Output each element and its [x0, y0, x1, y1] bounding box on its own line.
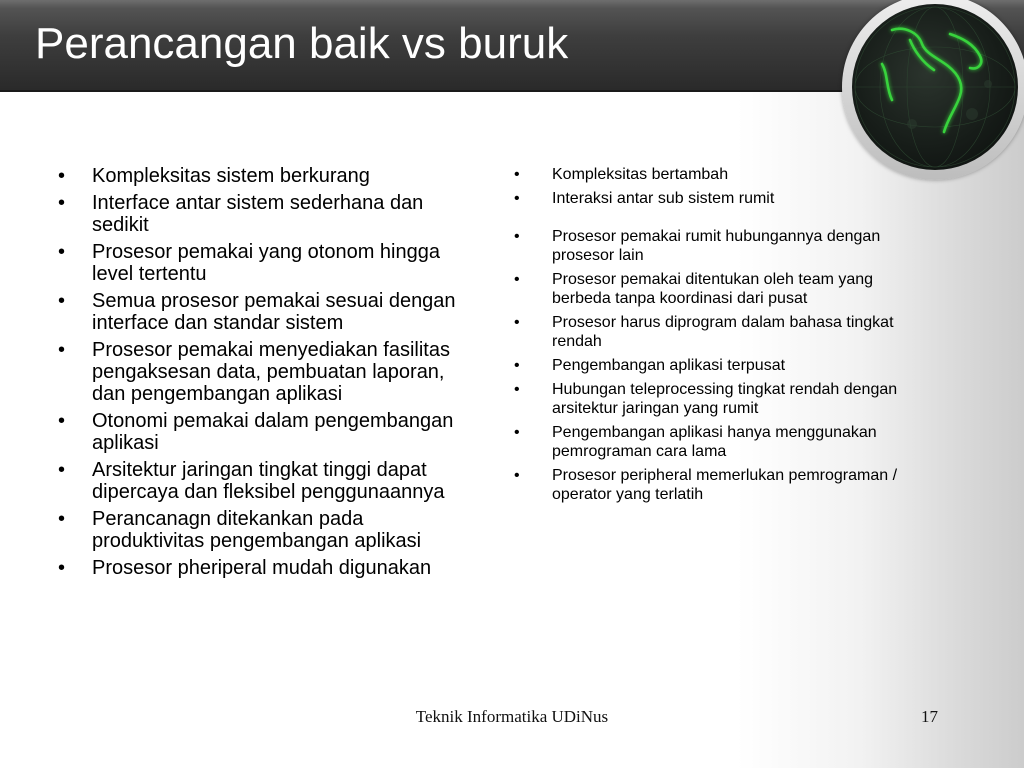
right-list-item: • Hubungan teleprocessing tingkat rendah dengan arsitektur jaringan yang rumit — [514, 380, 934, 418]
globe-ring — [842, 0, 1024, 180]
right-list-item: • Prosesor harus diprogram dalam bahasa tingkat rendah — [514, 313, 934, 351]
right-list-item: • Pengembangan aplikasi terpusat — [514, 356, 934, 375]
right-list-item: • Interaksi antar sub sistem rumit — [514, 189, 934, 208]
left-list-item: • Kompleksitas sistem berkurang — [58, 165, 478, 187]
left-list-item: • Prosesor pemakai yang otonom hingga level tertentu — [58, 241, 478, 285]
left-list-item: • Otonomi pemakai dalam pengembangan aplikasi — [58, 410, 478, 454]
footer-text: Teknik Informatika UDiNus — [415, 707, 609, 726]
right-list-item: • Prosesor pemakai rumit hubungannya dengan prosesor lain — [514, 227, 934, 265]
left-list-item: • Interface antar sistem sederhana dan sedikit — [58, 192, 478, 236]
left-list-item: • Semua prosesor pemakai sesuai dengan interface dan standar sistem — [58, 290, 478, 334]
page-number: 17 — [921, 707, 938, 726]
left-list-item: • Perancanagn ditekankan pada produktivitas pengembangan aplikasi — [58, 508, 478, 552]
right-list-item: • Kompleksitas bertambah — [514, 165, 934, 184]
right-list-item: • Prosesor peripheral memerlukan pemrograman / operator yang terlatih — [514, 466, 934, 504]
left-list-item: • Prosesor pheriperal mudah digunakan — [58, 557, 478, 579]
right-list-item: • Pengembangan aplikasi hanya menggunakan pemrograman cara lama — [514, 423, 934, 461]
left-list-item: • Prosesor pemakai menyediakan fasilitas pengaksesan data, pembuatan laporan, dan pengembangan aplikasi — [58, 339, 478, 405]
right-bullet-list — [514, 165, 934, 509]
slide-title: Perancangan baik vs buruk — [35, 19, 569, 68]
right-list-item: • Prosesor pemakai ditentukan oleh team yang berbeda tanpa koordinasi dari pusat — [514, 270, 934, 308]
left-bullet-list — [58, 165, 478, 584]
left-list-item: • Arsitektur jaringan tingkat tinggi dapat dipercaya dan fleksibel penggunaannya — [58, 459, 478, 503]
globe-icon — [852, 4, 1018, 170]
